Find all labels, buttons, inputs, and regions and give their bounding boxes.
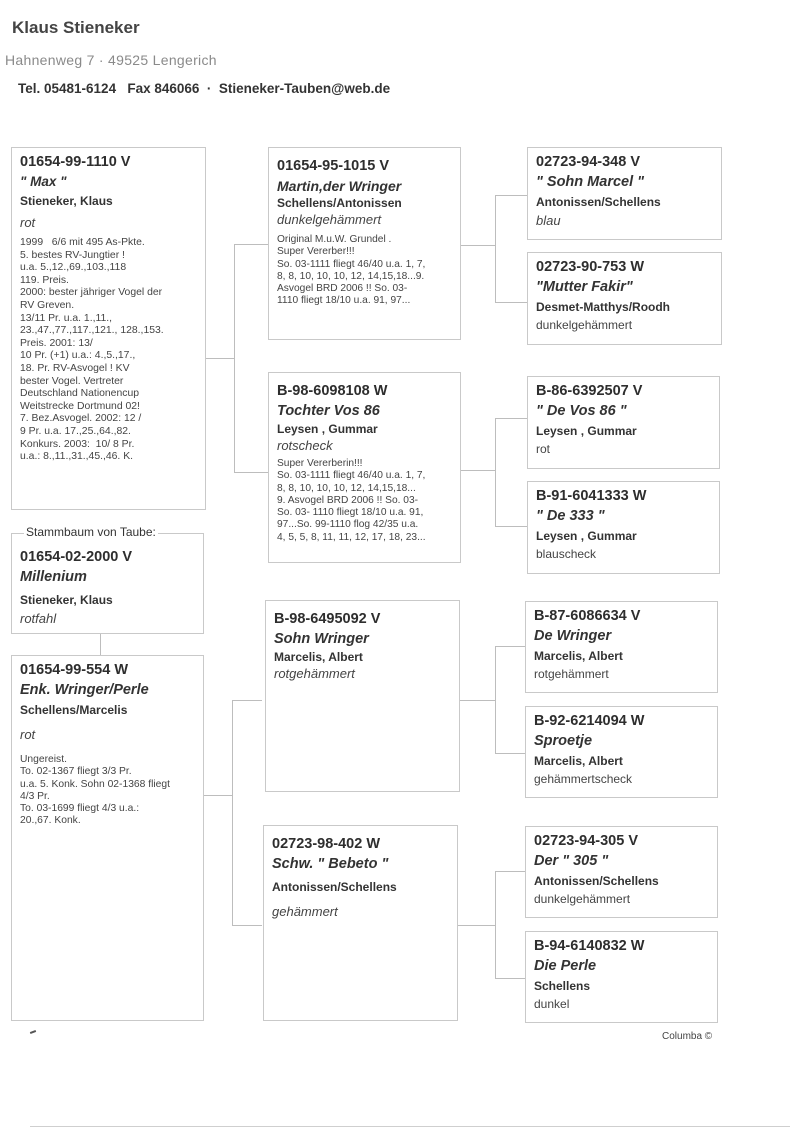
ring-number: 01654-99-554 W (20, 662, 129, 678)
pigeon-name: Millenium (20, 569, 87, 585)
ring-number: B-94-6140832 W (534, 938, 645, 954)
connector (458, 700, 496, 701)
breeder: Marcelis, Albert (534, 754, 623, 768)
pigeon-name: Enk. Wringer/Perle (20, 682, 149, 698)
ring-number: 01654-99-1110 V (20, 154, 131, 170)
feather-color: dunkelgehämmert (277, 212, 382, 227)
feather-color: dunkelgehämmert (534, 892, 631, 906)
breeder-contact: Tel. 05481-6124 Fax 846066 · Stieneker-Tauben@web.de (18, 81, 391, 96)
dam-card (11, 655, 204, 1021)
connector (205, 358, 235, 359)
pigeon-name: " Max " (20, 174, 67, 189)
ddd-card (525, 931, 718, 1023)
pigeon-name: Martin,der Wringer (277, 178, 402, 194)
connector (100, 633, 101, 655)
pigeon-name: Der " 305 " (534, 853, 609, 869)
feather-color: rotgehämmert (274, 666, 355, 681)
connector (495, 418, 527, 419)
ring-number: 02723-94-305 V (534, 833, 638, 849)
pigeon-name: " De Vos 86 " (536, 403, 627, 419)
ring-number: 02723-98-402 W (272, 836, 381, 852)
feather-color: gehämmertscheck (534, 772, 633, 786)
pigeon-name: " De 333 " (536, 508, 605, 524)
ssd-card (527, 252, 722, 345)
pedigree-caption: Stammbaum von Taube: (26, 525, 156, 539)
scan-speck (30, 1030, 36, 1034)
sdd-card (527, 481, 720, 574)
ring-number: B-98-6495092 V (274, 611, 381, 627)
sss-card (527, 147, 722, 240)
connector (460, 470, 496, 471)
performance-notes: Original M.u.W. Grundel . Super Vererber!!! So. 03-1111 fliegt 46/40 u.a. 1, 7, 8, 8, 10, 10, 10, 12, 14,15,18...9. Asvogel BRD 2006 !! So. 03- 1110 fliegt 18/10 u.a. 91, 97... (277, 234, 426, 307)
ring-number: B-86-6392507 V (536, 383, 643, 399)
performance-notes: Super Vererberin!!! So. 03-1111 fliegt 46/40 u.a. 1, 7, 8, 8, 10, 10, 10, 12, 14,15,18... 9. Asvogel BRD 2006 !! So. 03- So. 03- 1110 fliegt 18/10 u.a. 91, 97...So. 99-1110 flog 42/35 u.a. 4, 5, 5, 8, 11, 11, 12, 17, 18, 23... (277, 458, 426, 543)
pigeon-name: Tochter Vos 86 (277, 403, 380, 419)
dds-card (525, 826, 718, 918)
breeder: Schellens/Antonissen (277, 196, 402, 210)
sire-card (11, 147, 206, 510)
breeder-address: Hahnenweg 7 · 49525 Lengerich (5, 52, 217, 68)
ring-number: B-98-6098108 W (277, 383, 388, 399)
breeder: Antonissen/Schellens (534, 874, 659, 888)
ring-number: 02723-94-348 V (536, 154, 640, 170)
connector (495, 646, 496, 753)
pigeon-name: Sproetje (534, 733, 593, 749)
breeder-name: Klaus Stieneker (12, 18, 140, 37)
feather-color: dunkelgehämmert (536, 318, 633, 332)
breeder: Stieneker, Klaus (20, 593, 113, 607)
connector (232, 700, 262, 701)
feather-color: rot (20, 215, 36, 230)
ring-number: 01654-95-1015 V (277, 158, 390, 174)
performance-notes: Ungereist. To. 02-1367 fliegt 3/3 Pr. u.a. 5. Konk. Sohn 02-1368 fliegt 4/3 Pr. To. 03-1699 fliegt 4/3 u.a.: 20.,67. Konk. (20, 754, 170, 827)
connector (203, 795, 233, 796)
breeder: Desmet-Matthys/Roodh (536, 300, 671, 314)
feather-color: dunkel (534, 997, 570, 1011)
copyright-note: Columba © (662, 1031, 713, 1042)
dss-card (525, 601, 718, 693)
connector (234, 244, 268, 245)
connector (495, 871, 496, 978)
breeder: Stieneker, Klaus (20, 194, 113, 208)
connector (495, 526, 527, 527)
ring-number: B-87-6086634 V (534, 608, 641, 624)
connector (495, 646, 527, 647)
connector (495, 195, 527, 196)
connector (232, 925, 262, 926)
pigeon-name: Sohn Wringer (274, 631, 369, 647)
breeder: Leysen , Gummar (277, 422, 378, 436)
connector (495, 978, 527, 979)
dam-sire-card (265, 600, 460, 792)
breeder: Schellens (534, 979, 591, 993)
feather-color: blauscheck (536, 547, 597, 561)
feather-color: rot (20, 727, 36, 742)
pigeon-name: "Mutter Fakir" (536, 279, 633, 295)
ring-number: B-92-6214094 W (534, 713, 645, 729)
pigeon-name: De Wringer (534, 628, 612, 644)
connector (495, 753, 527, 754)
connector (460, 245, 496, 246)
page-edge-rule (30, 1126, 790, 1127)
connector (495, 418, 496, 526)
feather-color: rotgehämmert (534, 667, 609, 681)
performance-notes: 1999 6/6 mit 495 As-Pkte. 5. bestes RV-Jungtier ! u.a. 5.,12.,69.,103.,118 119. Preis. 2000: bester jähriger Vogel der RV Greven. 13/11 Pr. u.a. 1.,11., 23.,47.,77.,117.,121., 128.,153. Preis. 2001: 13/ 10 Pr. (+1) u.a.: 4.,5.,17., 18. Pr. RV-Asvogel ! KV bester Vogel. Vertreter Deutschland Nationencup Weitstrecke Dortmund 02! 7. Bez.Asvogel. 2002: 12 / 9 Pr. u.a. 17.,25.,64.,82. Konkurs. 2003: 10/ 8 Pr. u.a.: 8.,11.,31.,45.,46. K. (20, 237, 164, 463)
sds-card (527, 376, 720, 469)
feather-color: gehämmert (272, 904, 338, 919)
dsd-card (525, 706, 718, 798)
ring-number: 02723-90-753 W (536, 259, 645, 275)
connector (232, 700, 233, 925)
feather-color: blau (536, 213, 561, 228)
connector (495, 871, 527, 872)
connector (458, 925, 496, 926)
breeder: Leysen , Gummar (536, 424, 637, 438)
ring-number: B-91-6041333 W (536, 488, 647, 504)
sire-sire-card (268, 147, 461, 340)
dam-dam-card (263, 825, 458, 1021)
connector (234, 244, 235, 472)
breeder: Schellens/Marcelis (20, 703, 128, 717)
pigeon-name: Die Perle (534, 958, 597, 974)
pigeon-name: Schw. " Bebeto " (272, 856, 389, 872)
connector (495, 195, 496, 303)
breeder: Marcelis, Albert (274, 650, 363, 664)
breeder: Antonissen/Schellens (272, 880, 397, 894)
sire-dam-card (268, 372, 461, 563)
feather-color: rotscheck (277, 438, 333, 453)
breeder: Leysen , Gummar (536, 529, 637, 543)
feather-color: rot (536, 442, 551, 456)
connector (234, 472, 268, 473)
breeder: Marcelis, Albert (534, 649, 623, 663)
breeder: Antonissen/Schellens (536, 195, 661, 209)
subject-card (11, 533, 204, 634)
ring-number: 01654-02-2000 V (20, 549, 133, 565)
connector (495, 302, 527, 303)
pigeon-name: " Sohn Marcel " (536, 174, 645, 190)
feather-color: rotfahl (20, 611, 57, 626)
